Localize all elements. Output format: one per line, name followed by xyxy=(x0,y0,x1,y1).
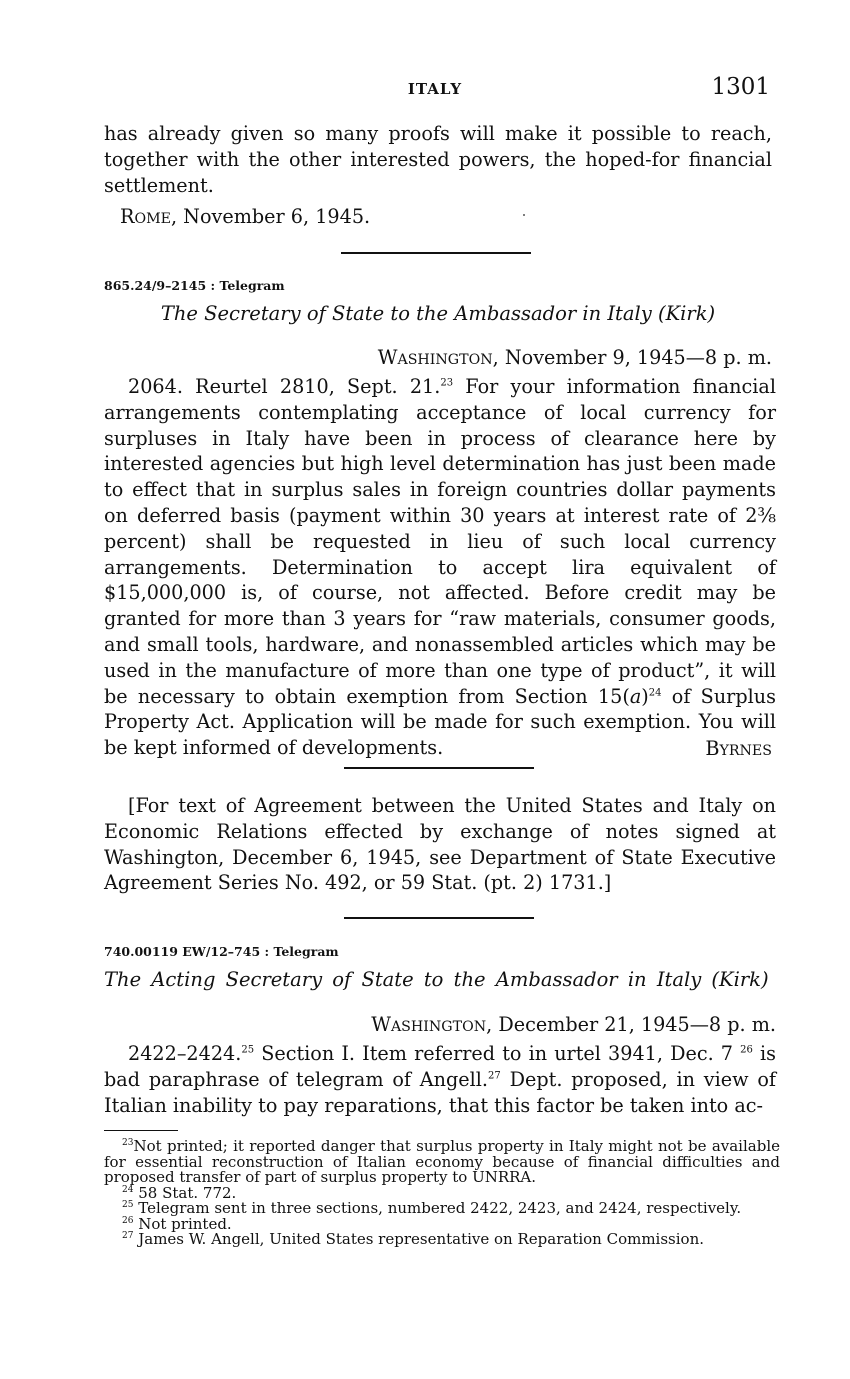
running-header: ITALY xyxy=(407,80,463,98)
footnote-number: 23 xyxy=(122,1138,134,1148)
body-segment: ) xyxy=(641,684,649,708)
dateline-place-initial: W xyxy=(377,346,398,369)
telegram-heading-2: The Acting Secretary of State to the Ambassador in Italy (Kirk) xyxy=(104,968,769,991)
dateline-place-rest: ASHINGTON xyxy=(397,352,493,368)
footnote-ref: 23 xyxy=(440,377,454,389)
telegram-heading-1: The Secretary of State to the Ambassador in Italy (Kirk) xyxy=(160,302,716,325)
section-divider xyxy=(344,767,534,769)
footnote-number: 27 xyxy=(122,1231,134,1241)
dateline-washington-1 xyxy=(104,345,772,374)
signature-initial: B xyxy=(705,737,720,760)
dateline-washington-2 xyxy=(104,1012,776,1041)
body-segment: 2422–2424. xyxy=(128,1042,242,1065)
section-divider xyxy=(341,252,531,254)
print-speck xyxy=(523,214,525,216)
footnote-ref: 27 xyxy=(488,1070,501,1082)
dateline-place-initial: W xyxy=(371,1013,391,1036)
body-segment: 2064. Reurtel 2810, Sept. 21. xyxy=(128,375,441,398)
dateline-date: , November 6, 1945. xyxy=(170,205,371,228)
telegram-body-2 xyxy=(104,1041,776,1118)
footnote-text: James W. Angell, United States representative on Reparation Commission. xyxy=(138,1230,705,1248)
signature-rest: YRNES xyxy=(719,743,772,759)
body-segment: Section I. Item referred to in urtel 3941, Dec. 7 xyxy=(254,1042,741,1065)
footnote-text: Telegram sent in three sections, numbered 2422, 2423, and 2424, respectively. xyxy=(138,1199,742,1217)
body-segment: of Surplus Property Act. Application will be made for such exemption. You will be kept informed of developments. xyxy=(104,684,776,760)
footnotes xyxy=(104,1139,780,1248)
dateline-place-rest: ASHINGTON xyxy=(390,1019,487,1035)
footnote-23 xyxy=(104,1139,780,1186)
section-divider xyxy=(344,917,534,919)
file-id-2: 740.00119 EW/12–745 : Telegram xyxy=(104,944,339,959)
footnote-ref: 25 xyxy=(241,1044,255,1056)
footnote-27 xyxy=(104,1232,780,1248)
editorial-note: [For text of Agreement between the United States and Italy on Economic Relations effected by exchange of notes signed at Washington, December 6, 1945, see Department of State Executive Agreement Series No. 492, or 59 Stat. (pt. 2) 1731.] xyxy=(104,794,776,895)
heading-text: The Secretary of State to the Ambassador in Italy xyxy=(160,302,652,325)
footnote-ref: 26 xyxy=(740,1044,753,1056)
footnote-text: Not printed; it reported danger that surplus property in Italy might not be available for essential reconstruction of Italian economy because of financial difficulties and proposed transfer of part of surplus property to UNRRA. xyxy=(104,1137,780,1186)
footnote-number: 26 xyxy=(122,1215,134,1226)
footnote-number: 25 xyxy=(122,1200,134,1210)
body-segment: For your information financial arrangements contemplating acceptance of local currency for surpluses in Italy have been in process of clearance here by interested agencies but high level determination has just been made to effect that in surplus sales in foreign countries dollar payments on deferred basis (payment within 30 years at interest rate of 2⅜ percent) shall be requested in lieu of such local currency arrangements. Determination to accept lira equivalent of $15,000,000 is, of course, not affected. Before credit may be granted for more than 3 years for “raw materials, consumer goods, and small tools, hardware, and nonassembled articles which may be used in the manufacture of more than one type of product”, it will be necessary to obtain exemption from Section 15( xyxy=(104,375,776,708)
body-segment: is bad paraphrase of telegram of Angell. xyxy=(104,1042,776,1091)
footnote-text: Not printed. xyxy=(138,1214,232,1233)
footnote-ref: 24 xyxy=(648,687,662,699)
heading-text: The Acting Secretary of State to the Ambassador in Italy xyxy=(104,968,702,991)
footnote-rule xyxy=(104,1130,178,1131)
dateline-rome xyxy=(120,204,370,233)
heading-recipient: Kirk xyxy=(719,968,761,991)
dateline-place-rest: OME xyxy=(134,211,171,227)
footnote-number: 24 xyxy=(122,1184,134,1195)
body-segment-italic: a xyxy=(629,684,642,708)
heading-recipient: Kirk xyxy=(665,302,708,325)
dateline-place-initial: R xyxy=(120,205,135,228)
file-id-1: 865.24/9–2145 : Telegram xyxy=(104,278,285,293)
continuation-paragraph: has already given so many proofs will make it possible to reach, together with the other interested powers, the hoped-for financial settlement. xyxy=(104,122,772,197)
body-segment: Dept. proposed, in view of Italian inability to pay reparations, that this factor be taken into ac- xyxy=(104,1067,777,1117)
page-number: 1301 xyxy=(711,74,770,100)
dateline-date: , November 9, 1945—8 p. m. xyxy=(492,346,772,369)
dateline-date: , December 21, 1945—8 p. m. xyxy=(486,1013,776,1036)
footnote-text: 58 Stat. 772. xyxy=(138,1183,237,1202)
signature-byrnes xyxy=(104,736,772,765)
telegram-body-1 xyxy=(104,374,776,761)
